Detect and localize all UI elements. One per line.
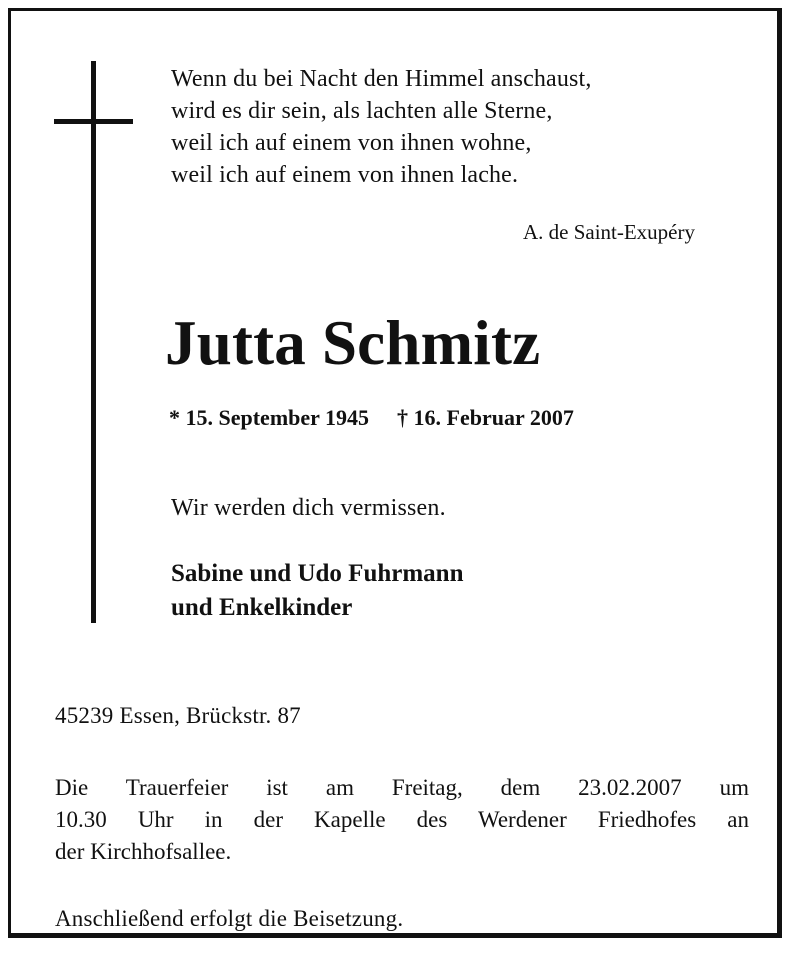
service-line: 10.30 Uhr in der Kapelle des Werdener Friedhofes an: [55, 807, 749, 832]
cross-horizontal-bar: [54, 119, 133, 124]
farewell-message: Wir werden dich vermissen.: [171, 495, 446, 521]
life-dates: [169, 403, 574, 433]
service-line: der Kirchhofsallee.: [55, 839, 232, 864]
obituary-notice: [8, 8, 782, 938]
quote-line: Wenn du bei Nacht den Himmel anschaust,: [171, 66, 592, 92]
quote-line: weil ich auf einem von ihnen lache.: [171, 162, 519, 188]
quote-line: wird es dir sein, als lachten alle Sterne,: [171, 98, 553, 124]
memorial-quote: [171, 63, 591, 191]
quote-attribution: A. de Saint-Exupéry: [522, 220, 695, 244]
mourners-line: Sabine und Udo Fuhrmann: [171, 560, 464, 587]
burial-note: Anschließend erfolgt die Beisetzung.: [55, 906, 404, 931]
deceased-name: Jutta Schmitz: [165, 308, 541, 378]
birth-date: * 15. September 1945: [169, 405, 370, 430]
mourners-line: und Enkelkinder: [171, 594, 353, 621]
death-date: † 16. Februar 2007: [397, 405, 574, 430]
mourners-signature: [171, 557, 463, 625]
family-address: 45239 Essen, Brückstr. 87: [55, 703, 301, 728]
funeral-service-details: [55, 772, 749, 868]
quote-line: weil ich auf einem von ihnen wohne,: [171, 130, 532, 156]
cross-vertical-bar: [91, 61, 96, 623]
service-line: Die Trauerfeier ist am Freitag, dem 23.02.2007 um: [55, 775, 749, 800]
